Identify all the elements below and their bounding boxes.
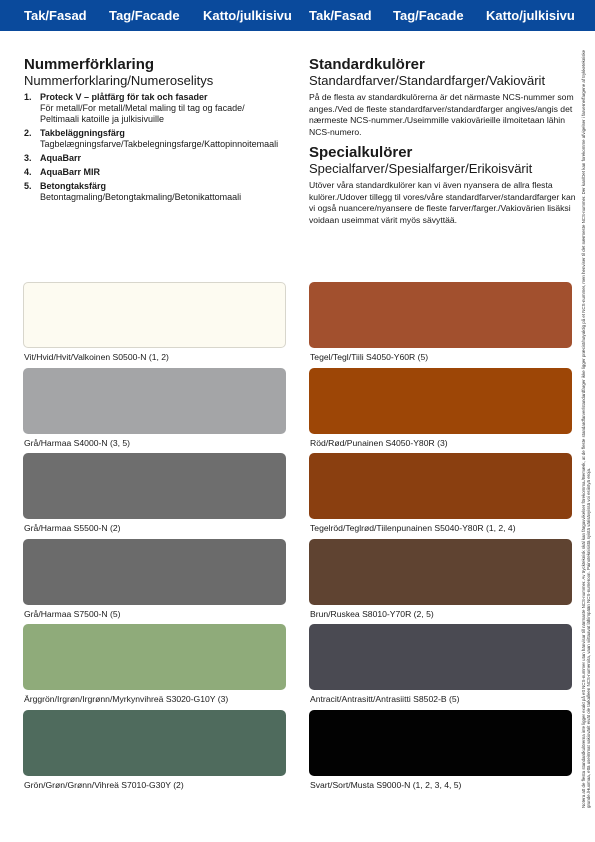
header-item: Tak/Fasad (24, 8, 87, 23)
color-swatch-label: Ärggrön/Irgrøn/Irgrønn/Myrkynvihreä S3020-G10Y (3) (24, 694, 229, 704)
color-swatch (23, 368, 286, 434)
header-item: Tag/Facade (393, 8, 464, 23)
header-item: Tak/Fasad (309, 8, 372, 23)
special-colors-title: Specialkulörer (309, 144, 413, 161)
color-swatch (309, 368, 572, 434)
color-swatch (23, 710, 286, 776)
list-item-detail: Betontagmaling/Betongtakmaling/Betonikattomaali (40, 192, 242, 202)
number-list (24, 92, 284, 203)
color-swatch (23, 282, 286, 348)
color-swatch-label: Grå/Harmaa S4000-N (3, 5) (24, 437, 131, 448)
number-explanation-section (24, 56, 284, 206)
color-swatch (309, 453, 572, 519)
list-item (24, 181, 284, 203)
list-item (24, 167, 284, 178)
list-item-detail: Tagbelægningsfarve/Takbelegningsfarge/Kattopinnoitemaali (40, 139, 279, 149)
color-swatch (309, 539, 572, 605)
list-item (24, 128, 284, 150)
color-swatch (309, 624, 572, 690)
list-item-title: Proteck V – plåtfärg för tak och fasader (40, 92, 208, 102)
number-explanation-subtitle: Nummerforklaring/Numeroselitys (24, 73, 214, 88)
list-number: 1. (24, 92, 32, 102)
color-swatch-label: Brun/Ruskea S8010-Y70R (2, 5) (310, 608, 434, 619)
header-item: Katto/julkisivu (486, 8, 575, 23)
list-item-title: Takbeläggningsfärg (40, 128, 125, 138)
list-item (24, 92, 284, 125)
color-swatch (309, 282, 572, 348)
header-item: Tag/Facade (109, 8, 180, 23)
list-number: 2. (24, 128, 32, 138)
color-swatch-label: Grön/Grøn/Grønn/Vihreä S7010-G30Y (2) (24, 779, 184, 790)
standard-colors-subtitle: Standardfarver/Standardfarger/Vakiovärit (309, 73, 546, 88)
special-colors-text: Utöver våra standardkulörer kan vi även nyansera de allra flesta kulörer./Udover tillegg til vores/våre standardfarver/standardfarger kan vi også nuancere/nyansere de fleste farver/farger./Vakiovärien lisäksi voidaan useimmat värit myös sävyttää. (309, 180, 576, 225)
color-swatch-label: Svart/Sort/Musta S9000-N (1, 2, 3, 4, 5) (310, 779, 462, 790)
header-bar (0, 0, 595, 31)
colors-info-section (309, 56, 577, 232)
color-swatch (23, 624, 286, 690)
number-explanation-title: Nummerförklaring (24, 56, 155, 73)
color-swatch-label: Röd/Rød/Punainen S4050-Y80R (3) (310, 437, 448, 448)
color-swatch-label: Tegelröd/Teglrød/Tiilenpunainen S5040-Y80R (1, 2, 4) (310, 523, 516, 533)
special-colors-subtitle: Specialfarver/Spesialfarger/Erikoisvärit (309, 161, 533, 176)
color-swatch-label: Antracit/Antrasitt/Antrasiitti S8502-B (5) (310, 694, 460, 704)
color-swatch-label: Tegel/Tegl/Tiili S4050-Y60R (5) (310, 352, 429, 362)
list-number: 5. (24, 181, 32, 191)
list-item-detail: För metall/For metall/Metal maling til tag og facade/ Peltimaali katoille ja julkisivuille (40, 103, 245, 124)
header-item: Katto/julkisivu (203, 8, 292, 23)
list-number: 3. (24, 153, 32, 163)
side-disclaimer: Notera att de flesta standardkulörerna inte ligger exakt på ett NCS-nummer utan hänvisar till närmaste NCS-nummer. Av tryckteknisk skäl kan färgavvikelser förekomma./Bemærk, at de fleste standardfarver/standardfarger ikke ligger præcist/nøyaktig på et NCS-nummer, men henviser til det nærmeste NCS-nummer. Der kan/Det kan forekomme afvigelser i farverne/fargene af trykketekniske grunde./Huomaa, että useimmat vakiovärit eivät ole tarkalleen NCS-numeroita, vaan viittaavat lähimpään NCS-numeroon. Painoteknisistä syistä värisävyissä voi esiintyä eroja. (581, 49, 592, 808)
color-swatch-label: Vit/Hvid/Hvit/Valkoinen S0500-N (1, 2) (24, 352, 169, 362)
list-number: 4. (24, 167, 32, 177)
color-swatch (309, 710, 572, 776)
standard-colors-text: På de flesta av standardkulörerna är det närmaste NCS-nummer som anges./Ved de fleste standardfarver/standardfarger angives/angis det nærmeste NCS-nummer./Useimmille vakiovärieille ilmoitetaan lähin NCS-numero. (309, 92, 574, 137)
color-swatch-label: Grå/Harmaa S5500-N (2) (24, 523, 121, 533)
list-item (24, 153, 284, 164)
color-swatch (23, 539, 286, 605)
standard-colors-title: Standardkulörer (309, 56, 425, 73)
list-item-title: Betongtaksfärg (40, 181, 107, 191)
list-item-title: AquaBarr MIR (40, 167, 101, 177)
color-swatch (23, 453, 286, 519)
color-swatch-label: Grå/Harmaa S7500-N (5) (24, 608, 121, 619)
list-item-title: AquaBarr (40, 153, 82, 163)
